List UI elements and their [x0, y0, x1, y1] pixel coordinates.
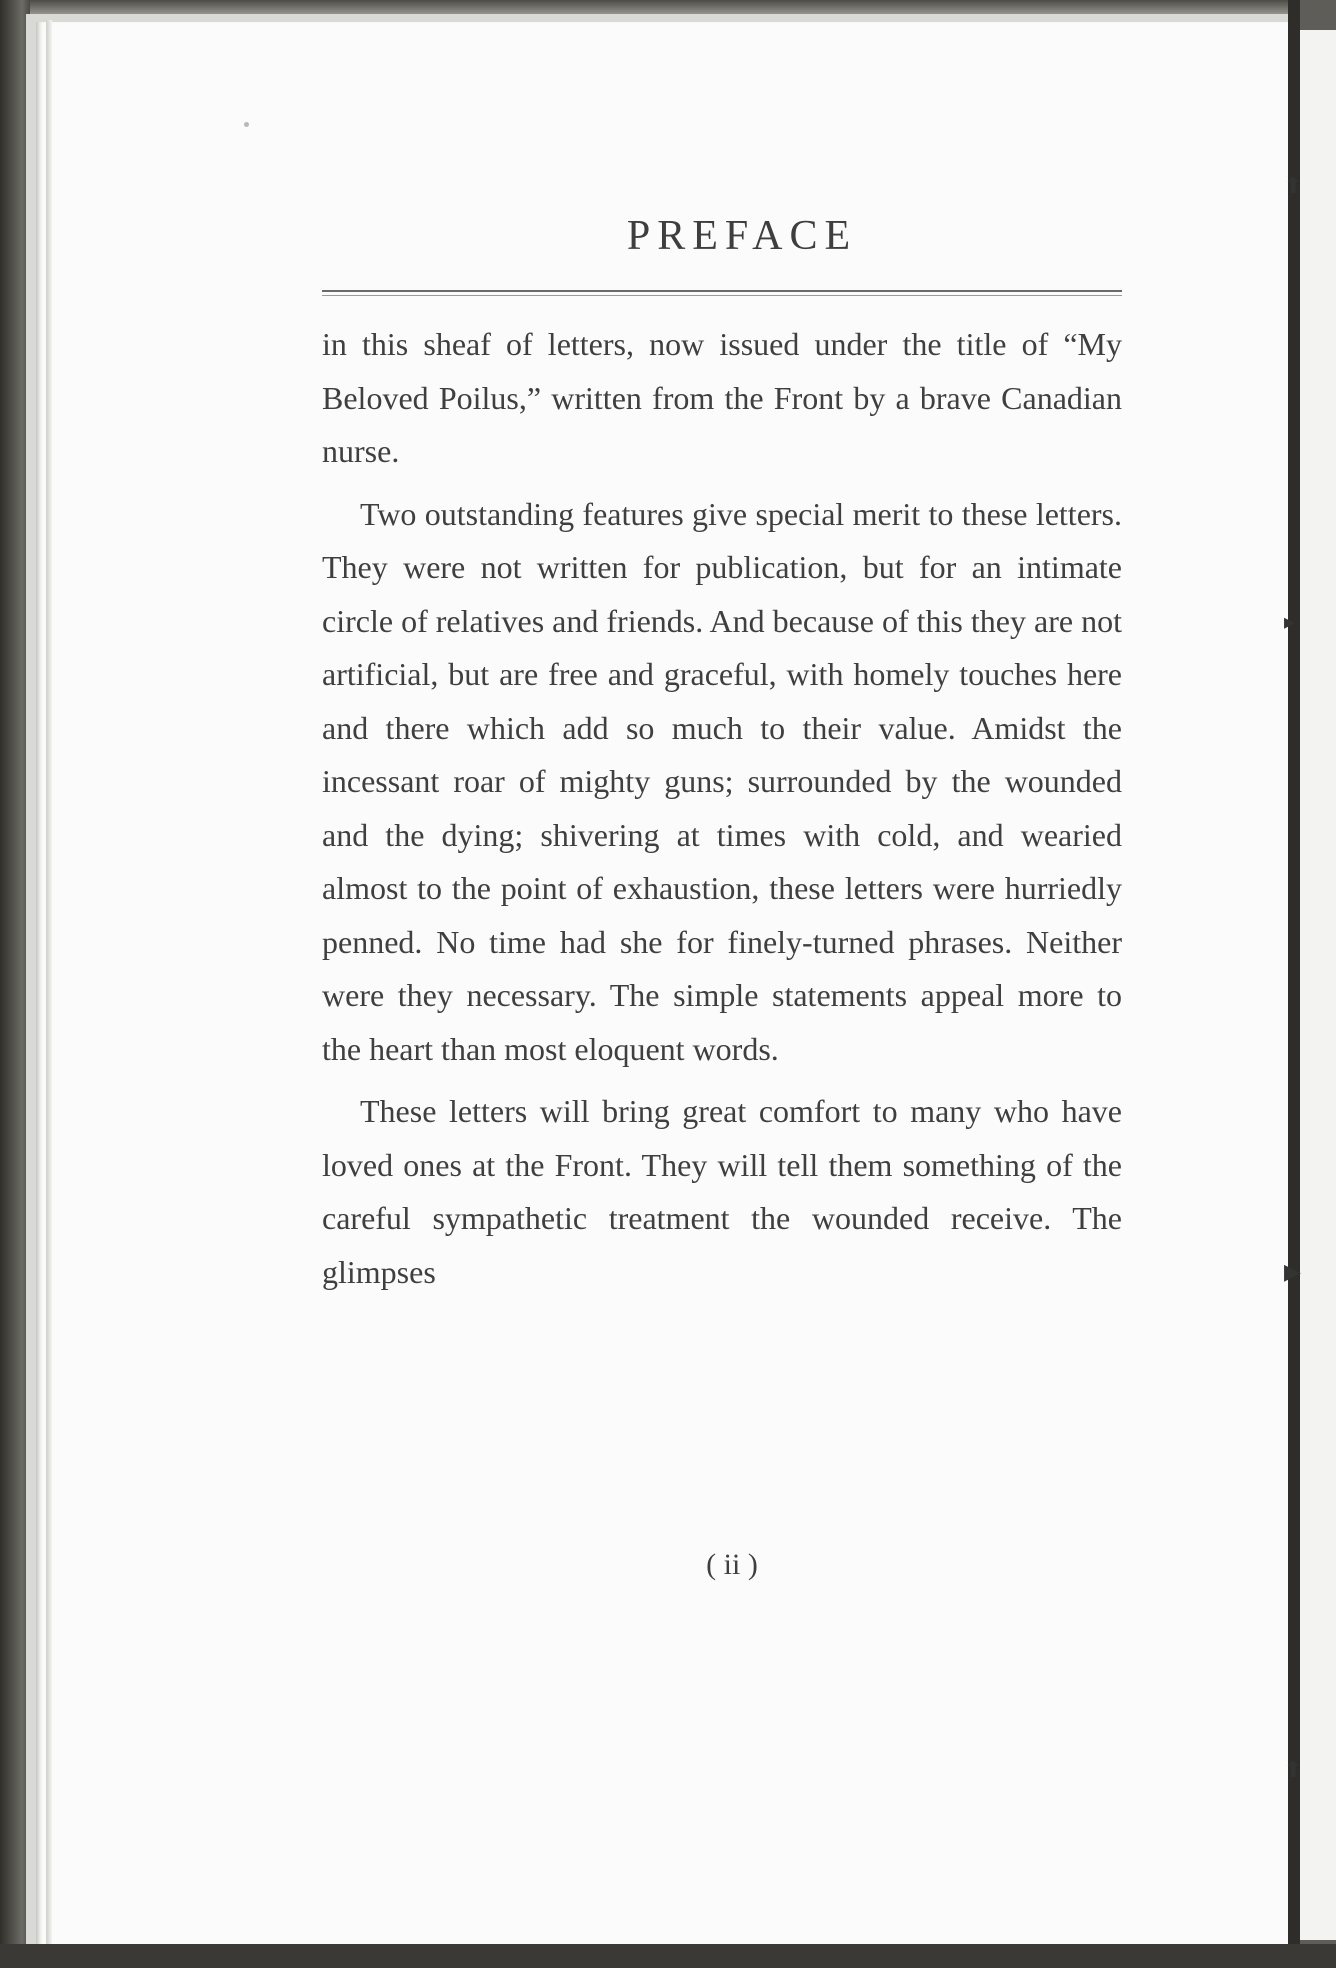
- binding-clip-icon: ▶: [1284, 1260, 1301, 1285]
- page-number: ( ii ): [706, 1548, 758, 1581]
- book-bottom-edge: [0, 1944, 1336, 1968]
- head-rule: [322, 290, 1122, 296]
- binding-clip-icon: ▸: [1284, 610, 1296, 635]
- running-head: PREFACE: [626, 213, 858, 259]
- binding-clip-icon: ⬆: [1284, 1758, 1303, 1783]
- paragraph: Two outstanding features give special merit to these letters. They were not written for publication, but for an intimate circle of relatives and friends. And because of this they are not artificial, but are free and graceful, with homely touches here and there which add so much to their value. Amidst the incessant roar of mighty guns; surrounded by the wounded and the dying; shivering at times with cold, and wearied almost to the point of exhaustion, these letters were hurriedly penned. No time had she for finely-turned phrases. Neither were they necessary. The simple statements appeal more to the heart than most eloquent words.: [322, 495, 1122, 1067]
- page-content: [322, 200, 1122, 1308]
- right-gutter: [1288, 0, 1300, 1968]
- paper-speck: [244, 122, 249, 127]
- next-page-edge: [1300, 30, 1336, 1940]
- paragraph: These letters will bring great comfort to many who have loved ones at the Front. They will tell them something of the careful sympathetic treatment the wounded receive. The glimpses: [322, 1093, 1122, 1290]
- binding-clip-icon: ⬆: [1284, 174, 1303, 199]
- paragraph: in this sheaf of letters, now issued under the title of “My Beloved Poilus,” written from the Front by a brave Canadian nurse.: [322, 326, 1122, 469]
- page-binding-edge: [46, 20, 52, 1946]
- body-text: [322, 318, 1122, 1299]
